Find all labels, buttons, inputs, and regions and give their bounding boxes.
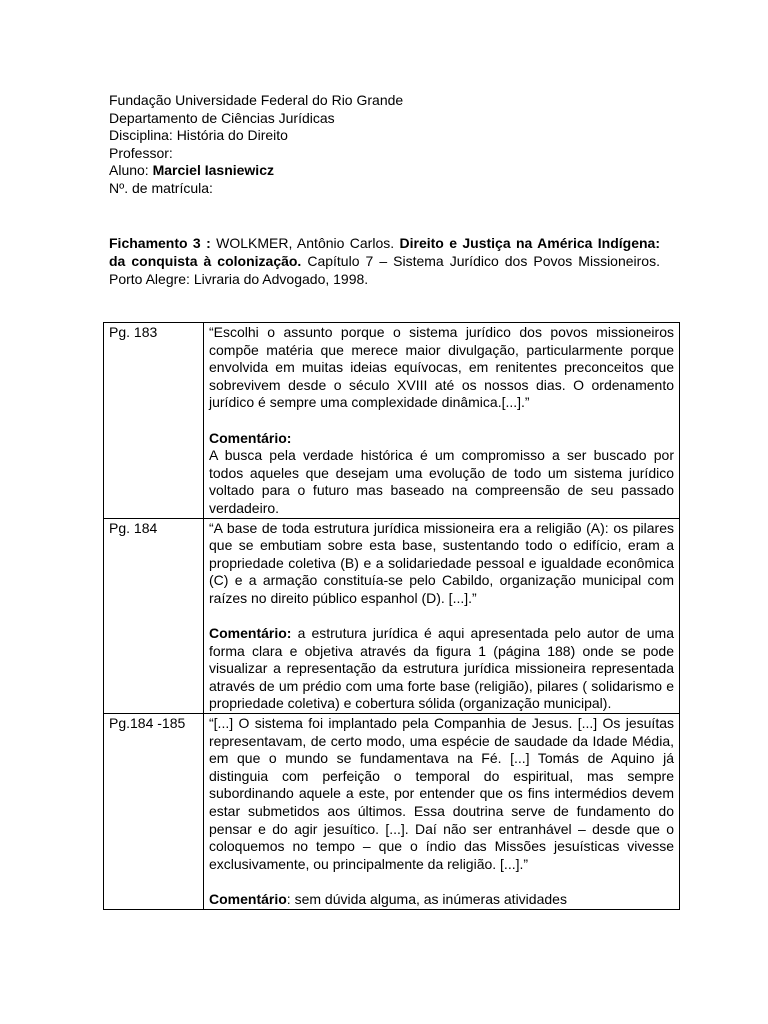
- comment-label: Comentário: [209, 891, 287, 907]
- comment-paragraph: [209, 625, 674, 713]
- document-header: [109, 92, 669, 198]
- student-line: [109, 162, 669, 180]
- page-reference: Pg.184 -185: [104, 714, 204, 910]
- table-row: [104, 714, 680, 910]
- table-row: [104, 323, 680, 519]
- notes-table: [103, 322, 680, 910]
- page-reference: Pg. 184: [104, 518, 204, 714]
- registration-line: Nº. de matrícula:: [109, 179, 213, 196]
- comment-text: a estrutura jurídica é aqui apresentada pelo autor de uma forma clara e objetiva através da figura 1 (página 188) onde se pode visualizar a representação da estrutura jurídica missioneira representada através de um prédio com uma forte base (religião), pilares ( solidarismo e propriedade coletiva) e cobertura sólida (organização municipal).: [209, 625, 674, 712]
- bibliographic-reference: [109, 234, 660, 288]
- professor-line: Professor:: [109, 144, 173, 161]
- institution-name: Fundação Universidade Federal do Rio Grande: [109, 92, 404, 108]
- note-cell: [204, 714, 680, 910]
- reference-label: Fichamento 3 :: [109, 235, 211, 251]
- comment-label: Comentário:: [209, 429, 292, 446]
- table-row: [104, 518, 680, 714]
- note-cell: [204, 323, 680, 519]
- note-cell: [204, 518, 680, 714]
- reference-title: Direito e Justiça na América Indígena: da conquista à colonização.: [109, 235, 660, 269]
- page-reference: Pg. 183: [104, 323, 204, 519]
- quote-text: “Escolhi o assunto porque o sistema jurídico dos povos missioneiros compõe matéria que merece maior divulgação, particularmente porque envolvida em muitas ideias equívocas, em renitentes preconceitos que sobrevivem desde o século XVIII até os nossos dias. O ordenamento jurídico é sempre uma complexidade dinâmica.[...].”: [209, 324, 674, 411]
- reference-author: WOLKMER, Antônio Carlos.: [210, 235, 400, 251]
- student-label: Aluno:: [109, 162, 153, 179]
- comment-text: : sem dúvida alguma, as inúmeras atividades: [286, 891, 567, 907]
- discipline-line: Disciplina: História do Direito: [109, 127, 288, 144]
- reference-details: Capítulo 7 – Sistema Jurídico dos Povos Missioneiros. Porto Alegre: Livraria do Advogado, 1998.: [109, 253, 660, 287]
- comment-paragraph: [209, 891, 674, 909]
- department-name: Departamento de Ciências Jurídicas: [109, 109, 335, 126]
- student-name: Marciel Iasniewicz: [152, 162, 274, 179]
- comment-text: A busca pela verdade histórica é um compromisso a ser buscado por todos aqueles que desejam uma evolução de todo um sistema jurídico voltado para o futuro mas baseado na compreensão de seu passado verdadeiro.: [209, 447, 674, 516]
- quote-text: “[...] O sistema foi implantado pela Companhia de Jesus. [...] Os jesuítas representavam, de certo modo, uma espécie de saudade da Idade Média, em que o mundo se fundamentava na Fé. [...] Tomás de Aquino já distinguia com perfeição o temporal do espiritual, mas sempre subordinando aquele a este, por entender que os fins intermédios devem estar submetidos aos últimos. Essa doutrina serve de fundamento do pensar e do agir jesuítico. [...]. Daí não ser entranhável – desde que o coloquemos no tempo – que o índio das Missões jesuísticas vivesse exclusivamente, ou principalmente da religião. [...].”: [209, 715, 674, 872]
- quote-text: “A base de toda estrutura jurídica missioneira era a religião (A): os pilares que se embutiam sobre esta base, sustentando todo o edifício, eram a propriedade coletiva (B) e a solidariedade pessoal e igualdade econômica (C) e a armação constituía-se pelo Cabildo, organização municipal com raízes no direito público espanhol (D). [...].”: [209, 519, 674, 606]
- comment-label: Comentário:: [209, 625, 292, 642]
